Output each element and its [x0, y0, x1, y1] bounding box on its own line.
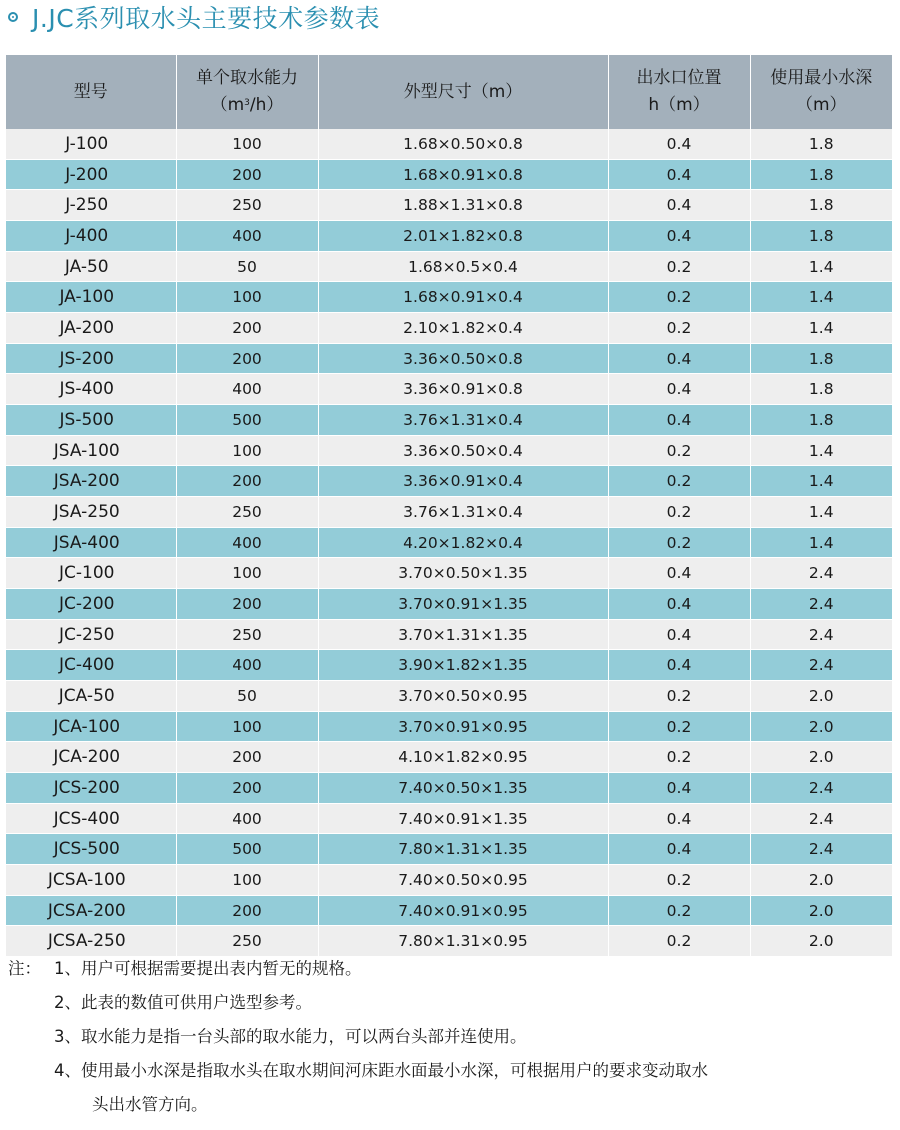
cell-min-depth: 1.8 — [750, 159, 892, 190]
table-row — [6, 742, 892, 773]
table-row — [6, 834, 892, 865]
cell-outlet-position: 0.4 — [608, 190, 750, 221]
table-row — [6, 343, 892, 374]
cell-min-depth: 2.0 — [750, 895, 892, 926]
cell-outlet-position: 0.2 — [608, 742, 750, 773]
spec-table-container — [6, 55, 892, 957]
cell-min-depth: 2.4 — [750, 834, 892, 865]
title-bar — [8, 0, 380, 34]
cell-min-depth: 2.0 — [750, 681, 892, 712]
cell-model: J-100 — [6, 129, 176, 159]
cell-min-depth: 1.4 — [750, 497, 892, 528]
table-row — [6, 650, 892, 681]
cell-size: 2.01×1.82×0.8 — [318, 221, 608, 252]
cell-size: 3.36×0.50×0.8 — [318, 343, 608, 374]
header-capacity: 单个取水能力 $(m^3/h)$ — [176, 55, 318, 129]
note-item-3: 3、取水能力是指一台头部的取水能力，可以两台头部并连使用。 — [54, 1027, 527, 1046]
cell-capacity: 500 — [176, 834, 318, 865]
notes-prefix: 注： — [8, 959, 41, 978]
cell-size: 3.70×0.50×0.95 — [318, 681, 608, 712]
cell-capacity: 200 — [176, 742, 318, 773]
cell-capacity: 250 — [176, 926, 318, 957]
table-row — [6, 405, 892, 436]
cell-min-depth: 1.4 — [750, 435, 892, 466]
cell-outlet-position: 0.4 — [608, 834, 750, 865]
cell-min-depth: 2.4 — [750, 803, 892, 834]
cell-capacity: 50 — [176, 251, 318, 282]
cell-model: J-200 — [6, 159, 176, 190]
table-row — [6, 681, 892, 712]
cell-model: J-250 — [6, 190, 176, 221]
table-row — [6, 435, 892, 466]
cell-capacity: 500 — [176, 405, 318, 436]
cell-capacity: 400 — [176, 374, 318, 405]
header-min-depth: 使用最小水深 （m） — [750, 55, 892, 129]
cell-size: 7.40×0.50×1.35 — [318, 773, 608, 804]
cell-model: JCS-500 — [6, 834, 176, 865]
table-row — [6, 773, 892, 804]
cell-capacity: 100 — [176, 435, 318, 466]
cell-model: JC-200 — [6, 589, 176, 620]
cell-outlet-position: 0.2 — [608, 865, 750, 896]
cell-size: 3.70×0.91×1.35 — [318, 589, 608, 620]
header-model: 型号 — [6, 55, 176, 129]
cell-min-depth: 1.4 — [750, 313, 892, 344]
cell-size: 2.10×1.82×0.4 — [318, 313, 608, 344]
cell-size: 3.70×1.31×1.35 — [318, 619, 608, 650]
cell-capacity: 400 — [176, 803, 318, 834]
cell-capacity: 400 — [176, 527, 318, 558]
cell-model: JCS-200 — [6, 773, 176, 804]
cell-min-depth: 1.8 — [750, 190, 892, 221]
cell-capacity: 200 — [176, 466, 318, 497]
cell-capacity: 400 — [176, 650, 318, 681]
cell-min-depth: 2.4 — [750, 619, 892, 650]
cell-outlet-position: 0.2 — [608, 681, 750, 712]
cell-min-depth: 1.8 — [750, 374, 892, 405]
table-row — [6, 803, 892, 834]
table-row — [6, 711, 892, 742]
cell-size: 1.68×0.50×0.8 — [318, 129, 608, 159]
table-row — [6, 374, 892, 405]
cell-model: JS-500 — [6, 405, 176, 436]
cell-capacity: 250 — [176, 619, 318, 650]
notes-section — [8, 952, 892, 1122]
cell-model: JSA-100 — [6, 435, 176, 466]
cell-min-depth: 2.4 — [750, 589, 892, 620]
header-size: 外型尺寸（m） — [318, 55, 608, 129]
cell-size: 1.68×0.91×0.8 — [318, 159, 608, 190]
cell-capacity: 200 — [176, 159, 318, 190]
cell-capacity: 100 — [176, 282, 318, 313]
table-row — [6, 865, 892, 896]
cell-size: 3.76×1.31×0.4 — [318, 405, 608, 436]
table-row — [6, 159, 892, 190]
cell-model: JCA-200 — [6, 742, 176, 773]
cell-capacity: 100 — [176, 865, 318, 896]
cell-size: 4.20×1.82×0.4 — [318, 527, 608, 558]
note-item-2: 2、此表的数值可供用户选型参考。 — [54, 993, 312, 1012]
table-row — [6, 466, 892, 497]
cell-min-depth: 2.4 — [750, 558, 892, 589]
cell-capacity: 200 — [176, 343, 318, 374]
cell-min-depth: 1.8 — [750, 343, 892, 374]
note-item-4: 4、使用最小水深是指取水头在取水期间河床距水面最小水深，可根据用户的要求变动取水 — [54, 1061, 708, 1080]
cell-outlet-position: 0.4 — [608, 773, 750, 804]
cell-capacity: 200 — [176, 313, 318, 344]
cell-min-depth: 1.4 — [750, 251, 892, 282]
circle-bullet-icon — [8, 12, 18, 22]
table-row — [6, 895, 892, 926]
cell-outlet-position: 0.4 — [608, 803, 750, 834]
cell-min-depth: 1.8 — [750, 405, 892, 436]
cell-capacity: 400 — [176, 221, 318, 252]
table-row — [6, 313, 892, 344]
cell-min-depth: 2.0 — [750, 711, 892, 742]
cell-model: JC-100 — [6, 558, 176, 589]
table-row — [6, 251, 892, 282]
table-row — [6, 619, 892, 650]
cell-model: JCSA-250 — [6, 926, 176, 957]
table-body — [6, 129, 892, 957]
cell-size: 3.36×0.91×0.8 — [318, 374, 608, 405]
cell-min-depth: 1.4 — [750, 527, 892, 558]
cell-outlet-position: 0.2 — [608, 466, 750, 497]
note-item-1: 注： 1、用户可根据需要提出表内暂无的规格。 — [8, 952, 892, 986]
table-row — [6, 558, 892, 589]
cell-size: 3.36×0.50×0.4 — [318, 435, 608, 466]
cell-model: JS-200 — [6, 343, 176, 374]
cell-outlet-position: 0.2 — [608, 313, 750, 344]
cell-outlet-position: 0.2 — [608, 282, 750, 313]
table-row — [6, 497, 892, 528]
cell-model: JA-50 — [6, 251, 176, 282]
cell-size: 1.68×0.5×0.4 — [318, 251, 608, 282]
cell-model: JA-200 — [6, 313, 176, 344]
table-row — [6, 589, 892, 620]
cell-size: 1.88×1.31×0.8 — [318, 190, 608, 221]
cell-size: 7.40×0.91×1.35 — [318, 803, 608, 834]
cell-min-depth: 1.8 — [750, 129, 892, 159]
cell-outlet-position: 0.4 — [608, 589, 750, 620]
cell-size: 3.36×0.91×0.4 — [318, 466, 608, 497]
cell-outlet-position: 0.4 — [608, 159, 750, 190]
cell-size: 3.70×0.91×0.95 — [318, 711, 608, 742]
cell-model: JSA-400 — [6, 527, 176, 558]
cell-size: 7.40×0.50×0.95 — [318, 865, 608, 896]
cell-model: JSA-200 — [6, 466, 176, 497]
cell-model: JCS-400 — [6, 803, 176, 834]
cell-outlet-position: 0.4 — [608, 650, 750, 681]
cell-min-depth: 2.4 — [750, 650, 892, 681]
table-row — [6, 129, 892, 159]
cell-model: JSA-250 — [6, 497, 176, 528]
cell-min-depth: 1.4 — [750, 282, 892, 313]
cell-min-depth: 2.0 — [750, 865, 892, 896]
cell-size: 3.70×0.50×1.35 — [318, 558, 608, 589]
cell-model: JC-250 — [6, 619, 176, 650]
cell-size: 3.90×1.82×1.35 — [318, 650, 608, 681]
cell-capacity: 200 — [176, 773, 318, 804]
cell-size: 7.40×0.91×0.95 — [318, 895, 608, 926]
table-header — [6, 55, 892, 129]
cell-model: JS-400 — [6, 374, 176, 405]
cell-model: J-400 — [6, 221, 176, 252]
cell-outlet-position: 0.2 — [608, 527, 750, 558]
cell-model: JA-100 — [6, 282, 176, 313]
cell-capacity: 100 — [176, 558, 318, 589]
cell-outlet-position: 0.2 — [608, 926, 750, 957]
cell-min-depth: 2.0 — [750, 926, 892, 957]
cell-outlet-position: 0.2 — [608, 711, 750, 742]
cell-size: 1.68×0.91×0.4 — [318, 282, 608, 313]
cell-capacity: 200 — [176, 589, 318, 620]
header-outlet-position: 出水口位置 h（m） — [608, 55, 750, 129]
cell-size: 4.10×1.82×0.95 — [318, 742, 608, 773]
cell-size: 7.80×1.31×1.35 — [318, 834, 608, 865]
cell-size: 7.80×1.31×0.95 — [318, 926, 608, 957]
cell-outlet-position: 0.4 — [608, 129, 750, 159]
cell-model: JCSA-200 — [6, 895, 176, 926]
cell-model: JCA-100 — [6, 711, 176, 742]
note-item-4-continued: 头出水管方向。 — [92, 1095, 208, 1114]
cell-capacity: 200 — [176, 895, 318, 926]
cell-outlet-position: 0.4 — [608, 405, 750, 436]
cell-capacity: 250 — [176, 497, 318, 528]
page-title: J.JC系列取水头主要技术参数表 — [32, 4, 381, 33]
cell-model: JC-400 — [6, 650, 176, 681]
spec-table — [6, 55, 892, 957]
cell-capacity: 250 — [176, 190, 318, 221]
table-row — [6, 190, 892, 221]
cell-capacity: 100 — [176, 129, 318, 159]
cell-capacity: 50 — [176, 681, 318, 712]
table-row — [6, 282, 892, 313]
cell-min-depth: 2.4 — [750, 773, 892, 804]
cell-outlet-position: 0.4 — [608, 558, 750, 589]
cell-outlet-position: 0.2 — [608, 895, 750, 926]
cell-size: 3.76×1.31×0.4 — [318, 497, 608, 528]
cell-outlet-position: 0.2 — [608, 435, 750, 466]
cell-outlet-position: 0.4 — [608, 343, 750, 374]
cell-min-depth: 1.4 — [750, 466, 892, 497]
cell-outlet-position: 0.4 — [608, 221, 750, 252]
cell-outlet-position: 0.4 — [608, 619, 750, 650]
cell-outlet-position: 0.4 — [608, 374, 750, 405]
cell-model: JCA-50 — [6, 681, 176, 712]
cell-outlet-position: 0.2 — [608, 251, 750, 282]
cell-min-depth: 1.8 — [750, 221, 892, 252]
cell-min-depth: 2.0 — [750, 742, 892, 773]
table-row — [6, 221, 892, 252]
table-row — [6, 527, 892, 558]
cell-capacity: 100 — [176, 711, 318, 742]
cell-model: JCSA-100 — [6, 865, 176, 896]
cell-outlet-position: 0.2 — [608, 497, 750, 528]
